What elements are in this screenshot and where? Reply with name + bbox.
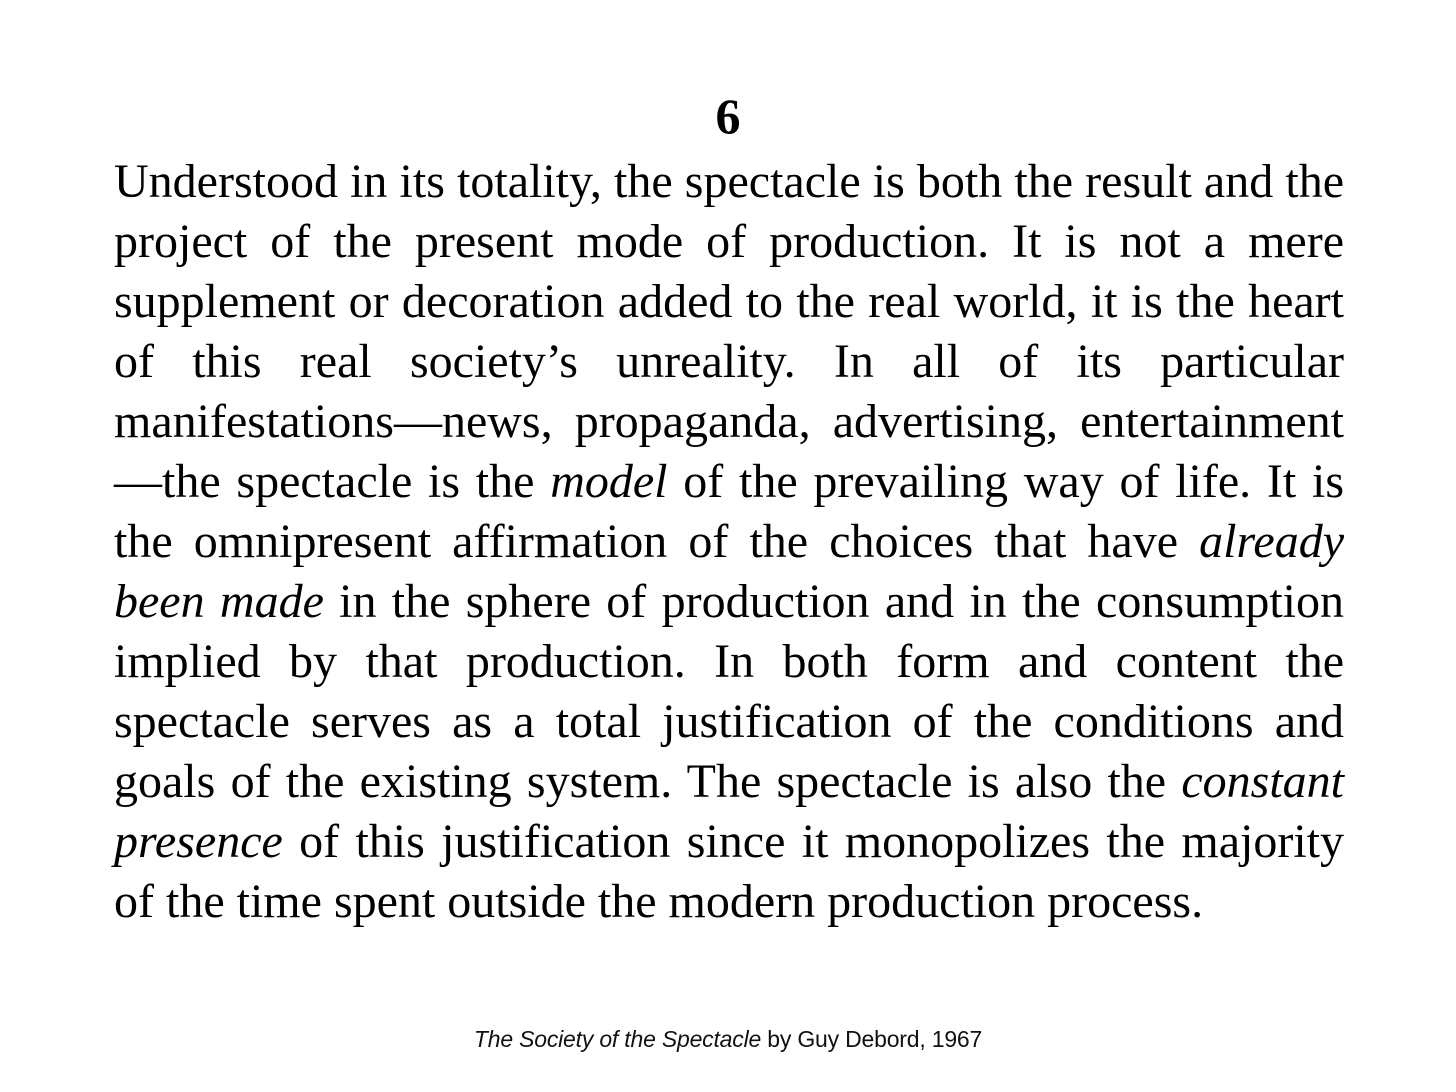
- quote-passage: [114, 152, 1344, 932]
- passage-text-2: of the prevailing way of life. It is the omnipresent affirmation of the choices that have: [114, 455, 1344, 568]
- author-attribution: by Guy Debord, 1967: [761, 1026, 983, 1052]
- passage-emphasis-already-been-made: already been made: [114, 515, 1344, 628]
- passage-text-3: in the sphere of production and in the consumption implied by that production. In both form and content the spectacle serves as a total justification of the conditions and goals of the existing system. The spectacle is also the: [114, 575, 1345, 808]
- passage-text-4: of this justification since it monopolizes the majority of the time spent outside the modern production process.: [114, 815, 1344, 928]
- passage-emphasis-model: model: [550, 455, 668, 508]
- section-number: 6: [715, 88, 741, 144]
- passage-emphasis-constant-presence: constant presence: [114, 755, 1344, 868]
- book-title: The Society of the Spectacle: [473, 1026, 762, 1052]
- passage-text-1: Understood in its totality, the spectacle is both the result and the project of the present mode of production. It is not a mere supplement or decoration added to the real world, it is the heart of this real society’s unreality. In all of its particular manifestations—news, propaganda, advertising, entertainment—the spectacle is the: [114, 155, 1344, 508]
- source-caption: [0, 1024, 1456, 1054]
